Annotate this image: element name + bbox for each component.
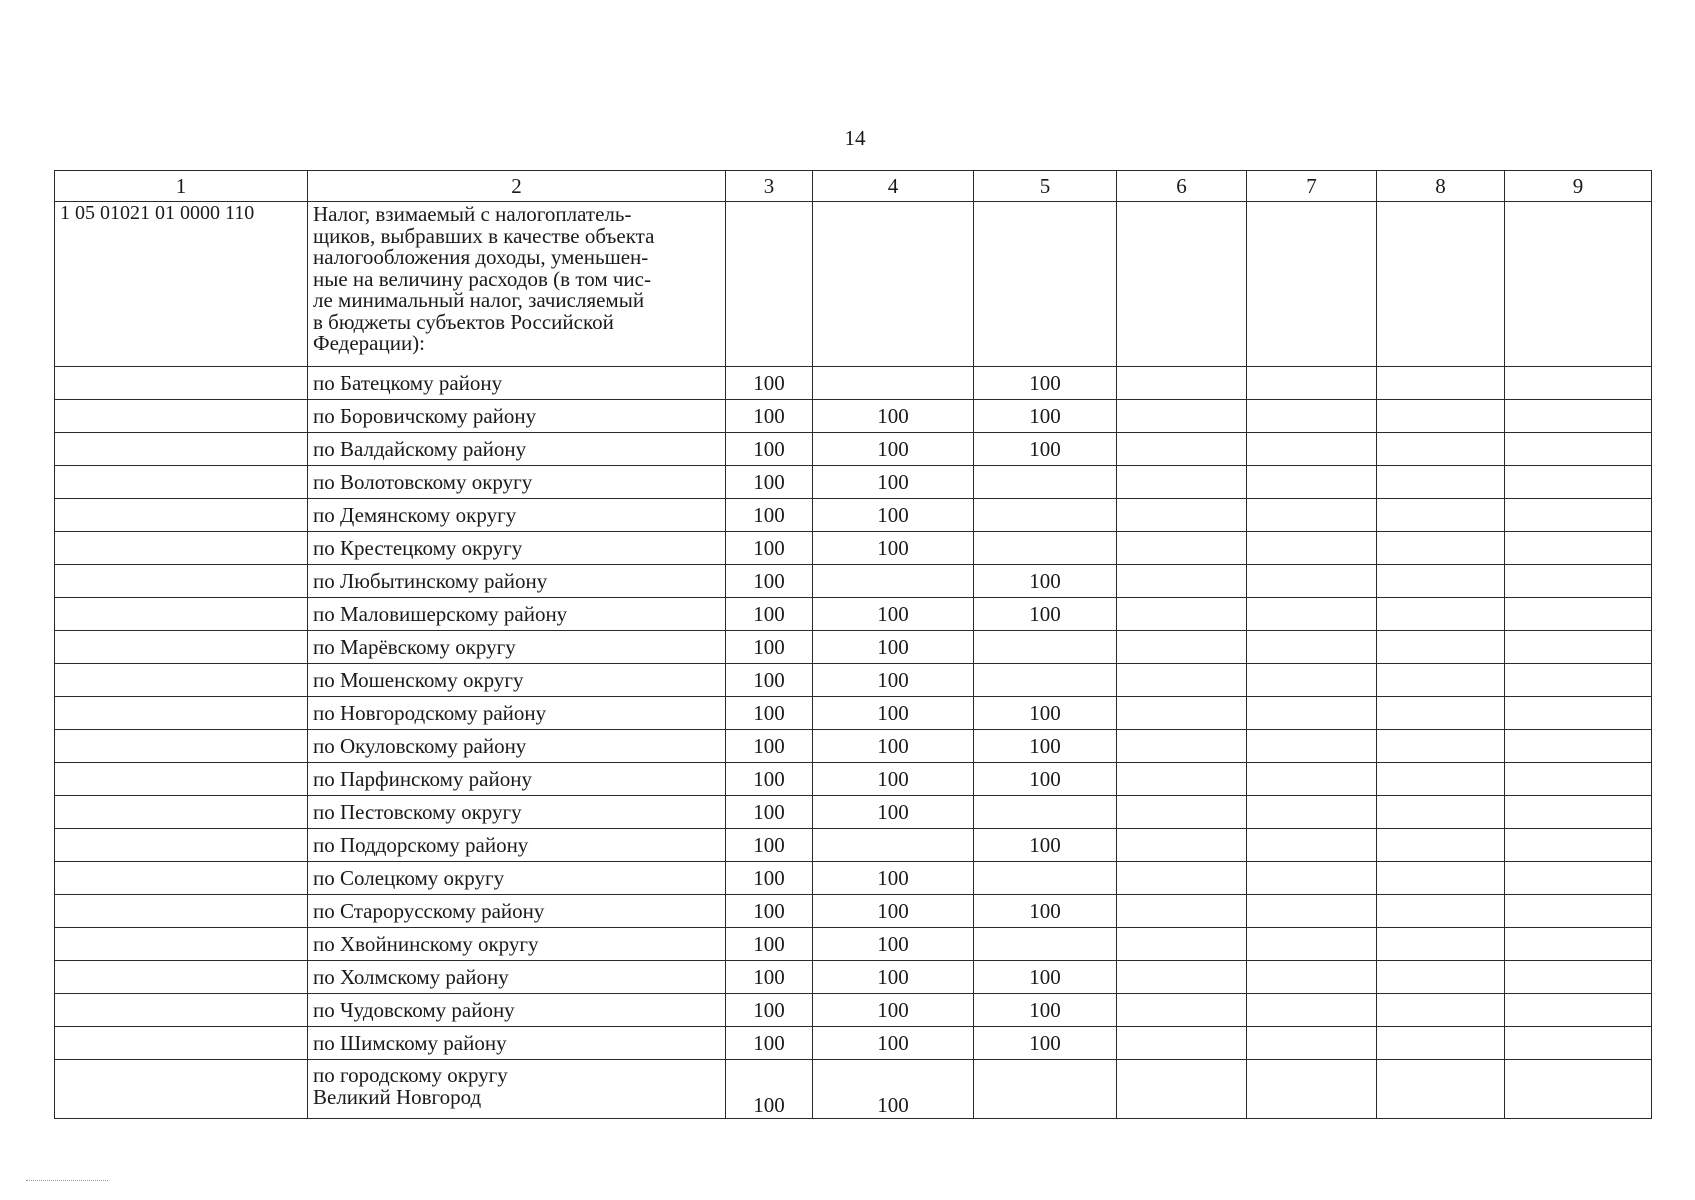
column-header: 9 <box>1505 171 1652 202</box>
district-name: по Холмскому району <box>308 961 726 994</box>
district-name: по Боровичскому району <box>308 400 726 433</box>
col5-value <box>974 466 1117 499</box>
empty-cell <box>1117 532 1247 565</box>
col3-value: 100 <box>726 994 813 1027</box>
empty-code-cell <box>55 367 308 400</box>
district-row <box>55 895 1652 928</box>
empty-cell <box>1505 1027 1652 1060</box>
col5-value <box>974 631 1117 664</box>
empty-cell <box>1505 862 1652 895</box>
col4-value: 100 <box>813 730 974 763</box>
col4-value: 100 <box>813 598 974 631</box>
empty-cell <box>1505 829 1652 862</box>
col5-value <box>974 1060 1117 1119</box>
district-row <box>55 565 1652 598</box>
district-name: по Валдайскому району <box>308 433 726 466</box>
empty-code-cell <box>55 466 308 499</box>
col4-value: 100 <box>813 433 974 466</box>
empty-cell <box>1377 994 1505 1027</box>
col5-value: 100 <box>974 994 1117 1027</box>
empty-cell <box>1117 499 1247 532</box>
empty-cell <box>1117 565 1247 598</box>
empty-cell <box>1247 631 1377 664</box>
col3-value: 100 <box>726 730 813 763</box>
empty-cell <box>1377 862 1505 895</box>
col4-value: 100 <box>813 697 974 730</box>
col4-value: 100 <box>813 895 974 928</box>
col5-value: 100 <box>974 598 1117 631</box>
empty-cell <box>1117 1027 1247 1060</box>
col5-value: 100 <box>974 961 1117 994</box>
empty-code-cell <box>55 499 308 532</box>
empty-cell <box>1247 565 1377 598</box>
district-name: по Батецкому району <box>308 367 726 400</box>
district-name: по Марёвскому округу <box>308 631 726 664</box>
district-row <box>55 532 1652 565</box>
scan-artifact <box>26 1180 108 1182</box>
col5-value: 100 <box>974 829 1117 862</box>
empty-cell <box>1247 763 1377 796</box>
col5-value <box>974 664 1117 697</box>
empty-cell <box>1377 895 1505 928</box>
empty-cell <box>1117 433 1247 466</box>
col4-value: 100 <box>813 664 974 697</box>
col5-value: 100 <box>974 565 1117 598</box>
col3-value: 100 <box>726 400 813 433</box>
empty-cell <box>1377 565 1505 598</box>
budget-classification-code: 1 05 01021 01 0000 110 <box>55 202 308 367</box>
col4-value: 100 <box>813 994 974 1027</box>
empty-cell <box>1247 400 1377 433</box>
district-row <box>55 796 1652 829</box>
col5-value: 100 <box>974 400 1117 433</box>
tax-category-row <box>55 202 1652 367</box>
empty-code-cell <box>55 1060 308 1119</box>
empty-cell <box>1117 730 1247 763</box>
empty-cell <box>1377 598 1505 631</box>
col4-value <box>813 565 974 598</box>
district-name: по Новгородскому району <box>308 697 726 730</box>
empty-code-cell <box>55 697 308 730</box>
col4-value: 100 <box>813 631 974 664</box>
empty-cell <box>1505 961 1652 994</box>
col4-value: 100 <box>813 499 974 532</box>
col3-value: 100 <box>726 532 813 565</box>
table-body <box>55 171 1652 1119</box>
empty-cell <box>1117 202 1247 367</box>
empty-cell <box>1505 730 1652 763</box>
empty-cell <box>1377 664 1505 697</box>
empty-cell <box>1505 367 1652 400</box>
empty-cell <box>1117 763 1247 796</box>
empty-cell <box>1377 796 1505 829</box>
district-row <box>55 631 1652 664</box>
col3-value: 100 <box>726 631 813 664</box>
empty-cell <box>974 202 1117 367</box>
col4-value: 100 <box>813 466 974 499</box>
district-name: по Крестецкому округу <box>308 532 726 565</box>
empty-cell <box>1247 829 1377 862</box>
district-row <box>55 367 1652 400</box>
column-header: 5 <box>974 171 1117 202</box>
district-row <box>55 664 1652 697</box>
empty-cell <box>1247 532 1377 565</box>
column-header: 1 <box>55 171 308 202</box>
col3-value: 100 <box>726 697 813 730</box>
col3-value: 100 <box>726 499 813 532</box>
district-name: по Солецкому округу <box>308 862 726 895</box>
col4-value: 100 <box>813 862 974 895</box>
empty-code-cell <box>55 400 308 433</box>
district-name: по Демянскому округу <box>308 499 726 532</box>
district-row <box>55 598 1652 631</box>
empty-cell <box>1117 994 1247 1027</box>
empty-cell <box>1117 796 1247 829</box>
col5-value <box>974 532 1117 565</box>
empty-code-cell <box>55 928 308 961</box>
empty-cell <box>1247 466 1377 499</box>
column-header: 8 <box>1377 171 1505 202</box>
description-line: щиков, выбравших в качестве объекта <box>313 223 655 248</box>
empty-cell <box>1117 367 1247 400</box>
empty-cell <box>1247 202 1377 367</box>
city-district-row <box>55 1060 1652 1119</box>
empty-cell <box>1505 664 1652 697</box>
empty-cell <box>1247 598 1377 631</box>
district-row <box>55 928 1652 961</box>
col3-value: 100 <box>726 961 813 994</box>
empty-code-cell <box>55 994 308 1027</box>
tax-description <box>308 202 726 367</box>
empty-cell <box>1117 697 1247 730</box>
column-header: 4 <box>813 171 974 202</box>
district-name: по Мошенскому округу <box>308 664 726 697</box>
empty-code-cell <box>55 961 308 994</box>
empty-cell <box>1247 961 1377 994</box>
col4-value: 100 <box>813 961 974 994</box>
empty-cell <box>1117 664 1247 697</box>
col5-value <box>974 499 1117 532</box>
district-row <box>55 1027 1652 1060</box>
empty-cell <box>1377 631 1505 664</box>
district-name: по Хвойнинскому округу <box>308 928 726 961</box>
col3-value: 100 <box>726 1027 813 1060</box>
district-row <box>55 829 1652 862</box>
col3-value: 100 <box>726 433 813 466</box>
empty-cell <box>1377 367 1505 400</box>
district-name: по Маловишерскому району <box>308 598 726 631</box>
empty-cell <box>1117 829 1247 862</box>
col5-value <box>974 796 1117 829</box>
empty-code-cell <box>55 598 308 631</box>
empty-cell <box>1505 466 1652 499</box>
district-name: по Пестовскому округу <box>308 796 726 829</box>
col4-value: 100 <box>813 928 974 961</box>
col5-value: 100 <box>974 895 1117 928</box>
district-name: по Любытинскому району <box>308 565 726 598</box>
empty-cell <box>813 202 974 367</box>
col3-value: 100 <box>726 664 813 697</box>
empty-code-cell <box>55 631 308 664</box>
column-header: 7 <box>1247 171 1377 202</box>
empty-cell <box>1247 994 1377 1027</box>
empty-code-cell <box>55 532 308 565</box>
district-name: по Волотовскому округу <box>308 466 726 499</box>
empty-cell <box>1505 433 1652 466</box>
empty-code-cell <box>55 730 308 763</box>
col4-value: 100 <box>813 400 974 433</box>
district-row <box>55 763 1652 796</box>
budget-table <box>54 170 1652 1119</box>
empty-cell <box>1117 598 1247 631</box>
col5-value: 100 <box>974 367 1117 400</box>
district-row <box>55 400 1652 433</box>
empty-code-cell <box>55 1027 308 1060</box>
empty-cell <box>1247 796 1377 829</box>
district-row <box>55 433 1652 466</box>
col4-value <box>813 829 974 862</box>
empty-cell <box>1117 862 1247 895</box>
empty-cell <box>1505 499 1652 532</box>
empty-cell <box>1247 862 1377 895</box>
col3-value: 100 <box>726 466 813 499</box>
empty-cell <box>1247 730 1377 763</box>
district-name-line: по городскому округу <box>313 1063 508 1087</box>
empty-cell <box>1247 664 1377 697</box>
description-line: Налог, взимаемый с налогоплатель- <box>313 202 632 226</box>
col3-value: 100 <box>726 367 813 400</box>
empty-cell <box>1247 433 1377 466</box>
col5-value <box>974 862 1117 895</box>
column-header: 3 <box>726 171 813 202</box>
district-name <box>308 1060 726 1119</box>
empty-cell <box>1377 697 1505 730</box>
empty-cell <box>1377 1060 1505 1119</box>
empty-cell <box>1377 928 1505 961</box>
col5-value: 100 <box>974 763 1117 796</box>
empty-code-cell <box>55 862 308 895</box>
empty-cell <box>1505 994 1652 1027</box>
col5-value: 100 <box>974 697 1117 730</box>
empty-cell <box>1247 895 1377 928</box>
district-row <box>55 697 1652 730</box>
empty-cell <box>1505 400 1652 433</box>
district-name-line: Великий Новгород <box>313 1085 482 1109</box>
empty-code-cell <box>55 763 308 796</box>
empty-code-cell <box>55 796 308 829</box>
empty-cell <box>1117 1060 1247 1119</box>
col3-value: 100 <box>726 598 813 631</box>
col5-value: 100 <box>974 730 1117 763</box>
col3-value: 100 <box>726 565 813 598</box>
col4-value <box>813 367 974 400</box>
empty-cell <box>1505 631 1652 664</box>
empty-cell <box>1505 796 1652 829</box>
empty-cell <box>1505 532 1652 565</box>
empty-cell <box>1505 763 1652 796</box>
empty-cell <box>1377 730 1505 763</box>
description-line: в бюджеты субъектов Российской <box>313 309 614 334</box>
district-name: по Поддорскому району <box>308 829 726 862</box>
col3-value: 100 <box>726 796 813 829</box>
empty-cell <box>1377 1027 1505 1060</box>
district-name: по Окуловскому району <box>308 730 726 763</box>
empty-cell <box>1117 928 1247 961</box>
empty-cell <box>1377 532 1505 565</box>
district-name: по Старорусскому району <box>308 895 726 928</box>
empty-cell <box>1377 400 1505 433</box>
col4-value: 100 <box>813 1027 974 1060</box>
empty-code-cell <box>55 433 308 466</box>
empty-code-cell <box>55 565 308 598</box>
empty-cell <box>1377 499 1505 532</box>
empty-cell <box>1505 565 1652 598</box>
empty-cell <box>1505 598 1652 631</box>
district-name: по Парфинскому району <box>308 763 726 796</box>
empty-code-cell <box>55 829 308 862</box>
empty-cell <box>1505 1060 1652 1119</box>
page-number: 14 <box>844 126 866 150</box>
empty-code-cell <box>55 895 308 928</box>
empty-cell <box>1505 895 1652 928</box>
col3-value: 100 <box>726 928 813 961</box>
col5-value: 100 <box>974 1027 1117 1060</box>
empty-cell <box>1247 1060 1377 1119</box>
empty-cell <box>1117 466 1247 499</box>
district-row <box>55 466 1652 499</box>
col3-value: 100 <box>726 895 813 928</box>
col5-value: 100 <box>974 433 1117 466</box>
empty-cell <box>1247 928 1377 961</box>
empty-cell <box>1247 1027 1377 1060</box>
description-line: ные на величину расходов (в том чис- <box>313 266 651 291</box>
empty-cell <box>1247 499 1377 532</box>
col3-value: 100 <box>726 1060 813 1119</box>
empty-cell <box>1377 829 1505 862</box>
col4-value: 100 <box>813 532 974 565</box>
column-header: 6 <box>1117 171 1247 202</box>
empty-cell <box>1117 895 1247 928</box>
empty-cell <box>1377 466 1505 499</box>
empty-cell <box>726 202 813 367</box>
description-line: налогообложения доходы, уменьшен- <box>313 245 649 269</box>
col3-value: 100 <box>726 862 813 895</box>
empty-cell <box>1247 697 1377 730</box>
district-name: по Шимскому району <box>308 1027 726 1060</box>
col3-value: 100 <box>726 763 813 796</box>
district-row <box>55 862 1652 895</box>
empty-cell <box>1505 928 1652 961</box>
empty-cell <box>1377 961 1505 994</box>
column-number-header-row <box>55 171 1652 202</box>
col3-value: 100 <box>726 829 813 862</box>
description-line: ле минимальный налог, зачисляемый <box>313 288 645 312</box>
empty-cell <box>1117 400 1247 433</box>
column-header: 2 <box>308 171 726 202</box>
col4-value: 100 <box>813 763 974 796</box>
empty-code-cell <box>55 664 308 697</box>
empty-cell <box>1505 202 1652 367</box>
description-line: Федерации): <box>313 331 426 355</box>
empty-cell <box>1247 367 1377 400</box>
district-row <box>55 730 1652 763</box>
district-row <box>55 994 1652 1027</box>
col4-value: 100 <box>813 796 974 829</box>
empty-cell <box>1377 433 1505 466</box>
col5-value <box>974 928 1117 961</box>
empty-cell <box>1505 697 1652 730</box>
district-row <box>55 961 1652 994</box>
empty-cell <box>1117 961 1247 994</box>
empty-cell <box>1377 202 1505 367</box>
empty-cell <box>1117 631 1247 664</box>
empty-cell <box>1377 763 1505 796</box>
district-name: по Чудовскому району <box>308 994 726 1027</box>
district-row <box>55 499 1652 532</box>
col4-value: 100 <box>813 1060 974 1119</box>
